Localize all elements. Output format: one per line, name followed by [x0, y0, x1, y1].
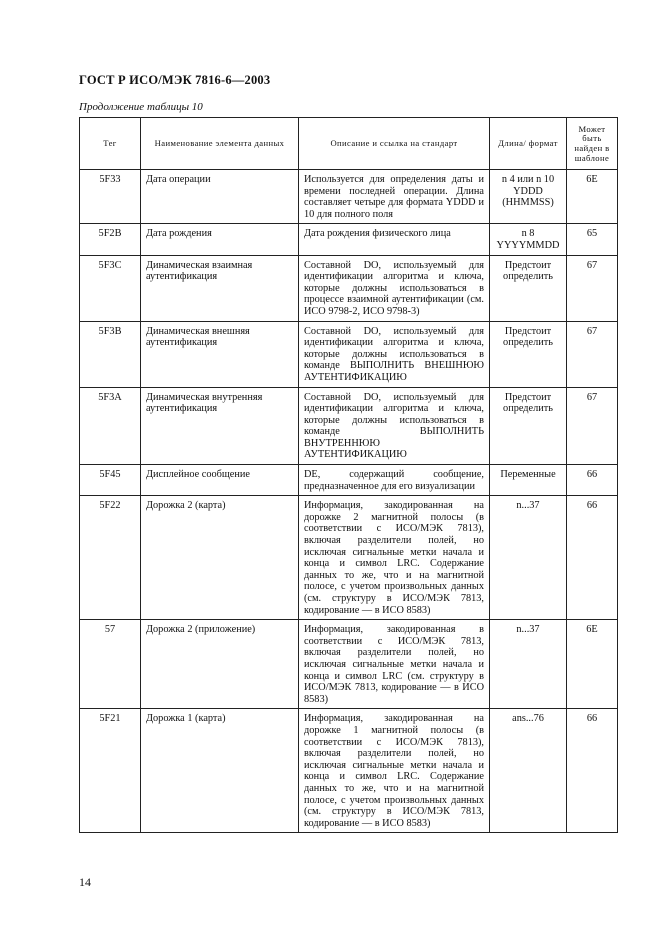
cell-description: Используется для определения даты и времени последней операции. Длина составляет четыре для формата YDDD и 10 для полного поля: [299, 170, 490, 224]
cell-tag: 5F45: [80, 465, 141, 496]
cell-template: 67: [567, 321, 618, 387]
cell-template: 6E: [567, 620, 618, 709]
column-header-format: Длина/ формат: [490, 118, 567, 170]
cell-tag: 5F3C: [80, 255, 141, 321]
cell-tag: 5F3B: [80, 321, 141, 387]
cell-format: ans...76: [490, 709, 567, 833]
document-header: ГОСТ Р ИСО/МЭК 7816-6—2003: [79, 73, 271, 87]
column-header-template: Может быть найден в шаблоне: [567, 118, 618, 170]
cell-description: DE, содержащий сообщение, предназначенное для его визуализации: [299, 465, 490, 496]
cell-template: 66: [567, 465, 618, 496]
table-row: [80, 620, 618, 709]
cell-tag: 57: [80, 620, 141, 709]
cell-name: Динамическая внутренняя аутентификация: [141, 387, 299, 465]
cell-tag: 5F3A: [80, 387, 141, 465]
table-body: [80, 170, 618, 833]
column-header-name: Наименование элемента данных: [141, 118, 299, 170]
cell-format: n...37: [490, 496, 567, 620]
cell-tag: 5F22: [80, 496, 141, 620]
cell-template: 66: [567, 709, 618, 833]
cell-description: Информация, закодированная на дорожке 2 магнитной полосы (в соответствии с ИСО/МЭК 7813), включая разделители полей, но исключая сигнальные метки начала и конца и символ LRC. Содержание данных то же, что и на магнитной полосе, с учетом произвольных данных (см. структуру в ИСО/МЭК 7813, кодирование — в ИСО 8583): [299, 496, 490, 620]
table-row: [80, 224, 618, 255]
page-number: 14: [79, 875, 91, 889]
cell-tag: 5F21: [80, 709, 141, 833]
cell-template: 66: [567, 496, 618, 620]
cell-format: n...37: [490, 620, 567, 709]
cell-name: Динамическая взаимная аутентификация: [141, 255, 299, 321]
column-header-description: Описание и ссылка на стандарт: [299, 118, 490, 170]
cell-description: Информация, закодированная в соответствии с ИСО/МЭК 7813, включая разделители полей, но исключая сигнальные метки начала и конца и символ LRC (см. структуру в ИСО/МЭК 7813, кодирование — в ИСО 8583): [299, 620, 490, 709]
table-row: [80, 170, 618, 224]
cell-name: Дисплейное сообщение: [141, 465, 299, 496]
cell-description: Информация, закодированная на дорожке 1 магнитной полосы (в соответствии с ИСО/МЭК 7813), включая разделители полей, но исключая сигнальные метки начала и конца и символ LRC. Содержание данных то же, что и на магнитной полосе, с учетом произвольных данных (см. структуру в ИСО/МЭК 7813, кодирование — в ИСО 8583): [299, 709, 490, 833]
table-header-row: [80, 118, 618, 170]
table-row: [80, 465, 618, 496]
table-row: [80, 496, 618, 620]
table-row: [80, 255, 618, 321]
cell-tag: 5F2B: [80, 224, 141, 255]
table-caption: Продолжение таблицы 10: [79, 101, 203, 113]
cell-format: Предстоит определить: [490, 387, 567, 465]
cell-format: Предстоит определить: [490, 321, 567, 387]
table-row: [80, 321, 618, 387]
cell-format: n 8 YYYYMMDD: [490, 224, 567, 255]
cell-name: Дата рождения: [141, 224, 299, 255]
cell-format: Предстоит определить: [490, 255, 567, 321]
data-elements-table: [79, 117, 618, 833]
cell-tag: 5F33: [80, 170, 141, 224]
cell-description: Составной DO, используемый для идентификации алгоритма и ключа, которые должны использоваться в команде ВЫПОЛНИТЬ ВНЕШНЮЮ АУТЕНТИФИКАЦИЮ: [299, 321, 490, 387]
cell-description: Составной DO, используемый для идентификации алгоритма и ключа, которые должны использоваться в процессе взаимной аутентификации (см. ИСО 9798-2, ИСО 9798-3): [299, 255, 490, 321]
cell-description: Составной DO, используемый для идентификации алгоритма и ключа, которые должны использоваться в команде ВЫПОЛНИТЬ ВНУТРЕННЮЮ АУТЕНТИФИКАЦИЮ: [299, 387, 490, 465]
cell-template: 67: [567, 255, 618, 321]
table-row: [80, 387, 618, 465]
column-header-tag: Тег: [80, 118, 141, 170]
cell-template: 6E: [567, 170, 618, 224]
cell-name: Дорожка 1 (карта): [141, 709, 299, 833]
cell-format: n 4 или n 10 YDDD (HHMMSS): [490, 170, 567, 224]
cell-name: Дата операции: [141, 170, 299, 224]
cell-description: Дата рождения физического лица: [299, 224, 490, 255]
cell-name: Динамическая внешняя аутентификация: [141, 321, 299, 387]
cell-name: Дорожка 2 (карта): [141, 496, 299, 620]
cell-template: 65: [567, 224, 618, 255]
cell-name: Дорожка 2 (приложение): [141, 620, 299, 709]
cell-template: 67: [567, 387, 618, 465]
cell-format: Переменные: [490, 465, 567, 496]
table-row: [80, 709, 618, 833]
